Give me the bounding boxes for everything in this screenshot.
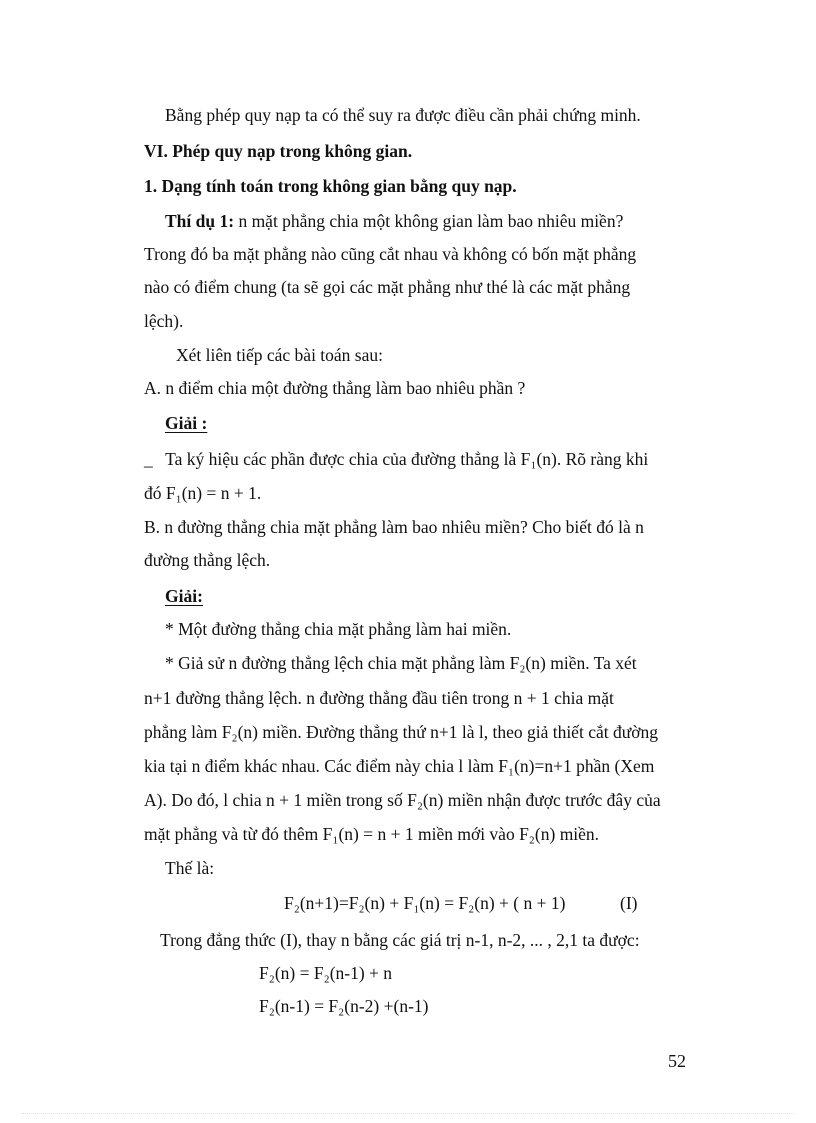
subsection-heading: 1. Dạng tính toán trong không gian bằng quy nạp. — [144, 176, 517, 196]
problem-a-solution-line-2: đó F₁(n) = n + 1. — [144, 483, 262, 503]
dash-marker: _ — [144, 449, 153, 469]
page-number: 52 — [668, 1051, 686, 1071]
example-1-line-2: Trong đó ba mặt phẳng nào cũng cắt nhau và không có bốn mặt phẳng — [144, 244, 637, 264]
problem-b-step-2-line-4: kia tại n điểm khác nhau. Các điểm này chia l làm F₁(n)=n+1 phần (Xem — [144, 756, 655, 776]
formula-I-tag: (I) — [620, 893, 638, 913]
equation-1: F₂(n) = F₂(n-1) + n — [259, 963, 393, 983]
problem-b-step-2-line-5: A). Do đó, l chia n + 1 miền trong số F₂(n) miền nhận được trước đây của — [144, 790, 661, 810]
paragraph-induction-conclusion: Bằng phép quy nạp ta có thể suy ra được điều cần phải chứng minh. — [165, 105, 641, 125]
problem-b-step-2-line-3: phẳng làm F₂(n) miền. Đường thẳng thứ n+1 là l, theo giả thiết cắt đường — [144, 722, 658, 742]
example-1-line-3: nào có điểm chung (ta sẽ gọi các mặt phẳng như thé là các mặt phẳng — [144, 277, 631, 297]
therefore-line: Thế là: — [165, 858, 215, 878]
problem-a-solution-line-1 — [144, 448, 648, 470]
substitute-line: Trong đẳng thức (I), thay n bằng các giá trị n-1, n-2, ... , 2,1 ta được: — [160, 930, 640, 950]
example-label: Thí dụ 1: — [165, 211, 235, 231]
page-bottom-border — [22, 1113, 794, 1114]
example-1-line-4: lệch). — [144, 311, 184, 331]
problem-a-question: A. n điểm chia một đường thẳng làm bao nhiêu phần ? — [144, 378, 526, 398]
problem-b-step-2-line-2: n+1 đường thẳng lệch. n đường thẳng đầu tiên trong n + 1 chia mặt — [144, 688, 614, 708]
problem-b-step-1: * Một đường thẳng chia mặt phẳng làm hai miền. — [165, 619, 512, 639]
section-heading: VI. Phép quy nạp trong không gian. — [144, 141, 413, 161]
example-1-line-1 — [165, 210, 623, 232]
formula-I: F₂(n+1)=F₂(n) + F₁(n) = F₂(n) + ( n + 1) — [284, 893, 566, 913]
equation-2: F₂(n-1) = F₂(n-2) +(n-1) — [259, 996, 429, 1016]
consider-line: Xét liên tiếp các bài toán sau: — [176, 345, 384, 365]
problem-b-step-2-line-1: * Giả sử n đường thẳng lệch chia mặt phẳng làm F₂(n) miền. Ta xét — [165, 653, 637, 673]
problem-a-solution-text: Ta ký hiệu các phần được chia của đường thẳng là F₁(n). Rõ ràng khi — [165, 449, 649, 469]
problem-b-solution-label: Giải: — [165, 586, 203, 606]
problem-b-question-line-1: B. n đường thẳng chia mặt phẳng làm bao nhiêu miền? Cho biết đó là n — [144, 517, 644, 537]
problem-a-solution-label: Giải : — [165, 413, 208, 433]
problem-b-step-2-line-6: mặt phẳng và từ đó thêm F₁(n) = n + 1 miền mới vào F₂(n) miền. — [144, 824, 600, 844]
problem-b-question-line-2: đường thẳng lệch. — [144, 550, 271, 570]
example-question: n mặt phẳng chia một không gian làm bao nhiêu miền? — [238, 211, 624, 231]
